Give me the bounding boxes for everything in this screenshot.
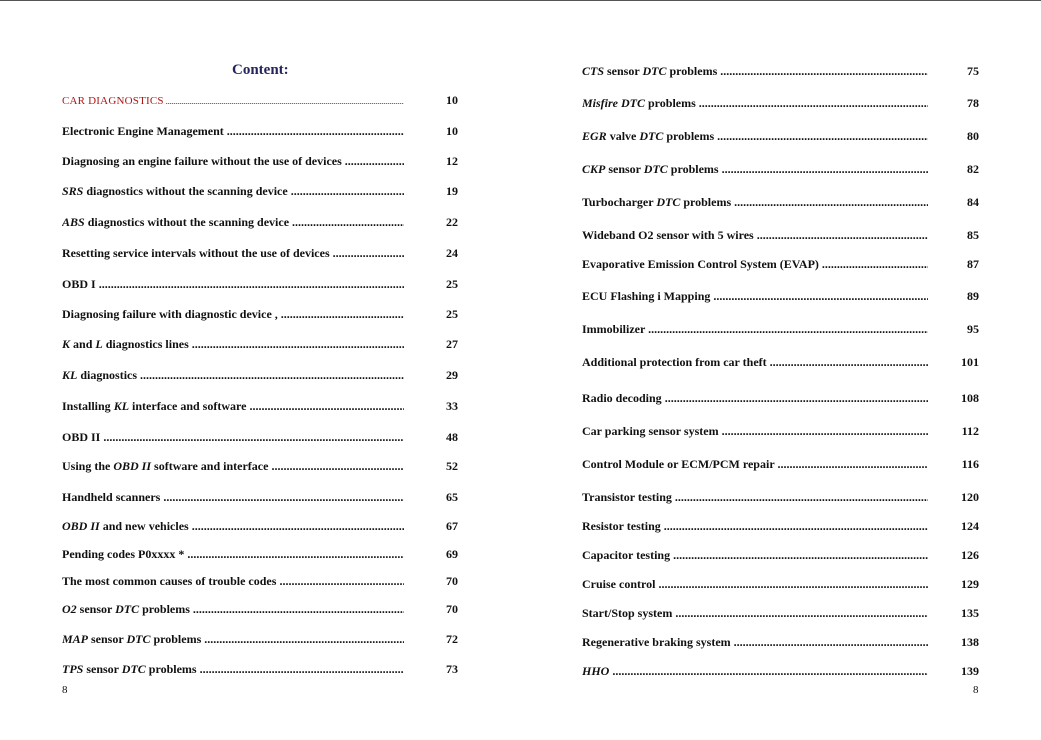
page-number: 8	[973, 684, 979, 696]
toc-title-part: valve	[606, 129, 640, 143]
toc-title-part: O2	[62, 602, 77, 616]
toc-title-part: OBD II	[62, 519, 100, 533]
toc-title-part: CAR DIAGNOSTICS	[62, 95, 164, 107]
toc-entry[interactable]	[582, 633, 979, 651]
toc-entry[interactable]	[62, 305, 458, 323]
toc-entry[interactable]	[62, 488, 458, 506]
toc-title-part: CKP	[582, 162, 606, 176]
toc-title-part: Pending codes P0xxxx *	[62, 547, 185, 561]
toc-title-part: diagnostics	[77, 368, 138, 382]
toc-title-part: Diagnosing an engine failure without the use of devices	[62, 154, 342, 168]
toc-entry-title	[582, 226, 928, 244]
toc-title-part: DTC	[642, 64, 667, 78]
toc-title-part: DTC	[656, 195, 681, 209]
right-page	[520, 0, 1041, 740]
toc-page-number: 65	[446, 490, 458, 504]
toc-entry-title	[582, 455, 928, 473]
toc-title-part: KL	[62, 368, 78, 382]
toc-title-part: problems	[663, 129, 715, 143]
toc-entry-title	[62, 213, 404, 231]
toc-entry-title	[62, 630, 404, 648]
toc-page-number: 25	[446, 307, 458, 321]
toc-entry-title	[62, 600, 404, 618]
toc-title-part: DTC	[121, 662, 146, 676]
toc-entry[interactable]	[62, 457, 458, 475]
toc-title-part: interface and software	[129, 399, 247, 413]
toc-page-number: 82	[967, 162, 979, 176]
toc-title-part: Radio decoding	[582, 391, 662, 405]
toc-title-part: problems	[150, 632, 202, 646]
toc-page-number: 138	[961, 635, 979, 649]
toc-page-number: 10	[446, 124, 458, 138]
toc-title-part: Regenerative braking system	[582, 635, 731, 649]
toc-page-number: 87	[967, 257, 979, 271]
toc-title-part: Immobilizer	[582, 322, 646, 336]
toc-entry[interactable]	[582, 127, 979, 145]
toc-page-number: 84	[967, 195, 979, 209]
toc-entry-title	[582, 389, 928, 407]
toc-title-part: Resetting service intervals without the use of devices	[62, 246, 330, 260]
toc-page-number: 135	[961, 606, 979, 620]
toc-entry-title	[582, 255, 928, 273]
toc-page-number: 48	[446, 430, 458, 444]
toc-entry[interactable]	[582, 320, 979, 338]
toc-entry[interactable]	[582, 662, 979, 680]
toc-entry[interactable]	[62, 600, 458, 618]
toc-page-number: 139	[961, 664, 979, 678]
toc-entry[interactable]	[62, 244, 458, 262]
toc-entry-title	[582, 575, 928, 593]
toc-entry-title	[582, 546, 928, 564]
toc-title-part: Capacitor testing	[582, 548, 671, 562]
toc-entry[interactable]	[62, 572, 458, 590]
toc-title-part: DTC	[126, 632, 151, 646]
toc-page-number: 108	[961, 391, 979, 405]
toc-page-number: 25	[446, 277, 458, 291]
toc-page-number: 29	[446, 368, 458, 382]
toc-title-part: problems	[139, 602, 190, 616]
toc-page-number: 112	[961, 424, 979, 438]
toc-title-part: K	[62, 337, 71, 351]
toc-title-part: Start/Stop system	[582, 606, 673, 620]
toc-entry[interactable]	[582, 353, 979, 371]
toc-page-number: 95	[967, 322, 979, 336]
toc-title-part: and new vehicles	[99, 519, 189, 533]
toc-title-part: OBD II	[113, 459, 152, 473]
toc-title-part: problems	[145, 662, 197, 676]
toc-title-part: KL	[113, 399, 130, 413]
toc-entry[interactable]	[582, 575, 979, 593]
toc-page-number: 70	[446, 602, 458, 616]
toc-entry-title	[582, 62, 928, 80]
toc-title-part: software and interface	[151, 459, 269, 473]
toc-entry[interactable]	[582, 226, 979, 244]
toc-title-part: Resistor testing	[582, 519, 661, 533]
toc-title-part: diagnostics without the scanning device	[84, 215, 290, 229]
toc-title-part: OBD II	[62, 430, 101, 444]
toc-page-number: 52	[446, 459, 458, 473]
toc-title-part: Using the	[62, 459, 114, 473]
toc-entry[interactable]	[582, 488, 979, 506]
toc-entry[interactable]	[62, 366, 458, 384]
toc-title-part: Misfire DTC	[582, 96, 645, 110]
toc-page-number: 75	[967, 64, 979, 78]
toc-title-part: SRS	[62, 184, 84, 198]
toc-entry-title	[62, 182, 404, 200]
toc-title-part: Handheld scanners	[62, 490, 161, 504]
toc-title-part: sensor	[605, 162, 644, 176]
toc-title-part: sensor	[604, 64, 643, 78]
toc-title-part: ABS	[62, 215, 85, 229]
toc-entry[interactable]	[582, 546, 979, 564]
toc-entry-title	[582, 353, 928, 371]
toc-page-number: 69	[446, 547, 458, 561]
toc-entry[interactable]	[62, 122, 458, 140]
toc-entry-title	[62, 122, 404, 140]
toc-entry-title	[62, 397, 404, 415]
toc-page-number: 22	[446, 215, 458, 229]
toc-entry[interactable]	[62, 545, 458, 563]
toc-entry[interactable]	[582, 604, 979, 622]
toc-page-number: 89	[967, 289, 979, 303]
toc-title-part: L	[95, 337, 103, 351]
toc-title-part: and	[70, 337, 96, 351]
toc-entry[interactable]	[582, 160, 979, 178]
toc-title-part: DTC	[643, 162, 668, 176]
toc-title-part: diagnostics without the scanning device	[83, 184, 288, 198]
toc-entry-title	[62, 305, 404, 323]
page-title: Content:	[232, 62, 289, 78]
toc-page-number: 78	[967, 96, 979, 110]
toc-page-number: 85	[967, 228, 979, 242]
toc-title-part: HHO	[582, 664, 610, 678]
toc-entry-title	[582, 633, 928, 651]
toc-title-part: EGR	[582, 129, 607, 143]
toc-title-part: sensor	[76, 602, 116, 616]
toc-title-part: Diagnosing failure with diagnostic device ,	[62, 307, 278, 321]
toc-page-number: 124	[961, 519, 979, 533]
toc-entry[interactable]	[62, 91, 458, 109]
toc-entry-title	[62, 335, 404, 353]
toc-entry-title	[582, 662, 928, 680]
toc-page-number: 70	[446, 574, 458, 588]
toc-entry-title	[62, 366, 404, 384]
toc-title-part: The most common causes of trouble codes	[62, 574, 277, 588]
toc-title-part: Evaporative Emission Control System (EVAP)	[582, 257, 819, 271]
toc-entry[interactable]	[62, 397, 458, 415]
toc-entry[interactable]	[582, 455, 979, 473]
toc-page-number: 67	[446, 519, 458, 533]
toc-page-number: 19	[446, 184, 458, 198]
toc-title-part: Car parking sensor system	[582, 424, 719, 438]
toc-entry[interactable]	[62, 335, 458, 353]
toc-entry-title	[62, 428, 404, 446]
toc-entry-title	[582, 193, 928, 211]
toc-page-number: 12	[446, 154, 458, 168]
toc-entry-title	[62, 660, 404, 678]
left-page	[0, 0, 520, 740]
toc-entry[interactable]	[582, 287, 979, 305]
toc-title-part: Additional protection from car theft	[582, 355, 767, 369]
toc-page-number: 72	[446, 632, 458, 646]
toc-title-part: DTC	[115, 602, 140, 616]
toc-title-part: problems	[667, 162, 722, 176]
toc-title-part: Electronic Engine Management	[62, 124, 224, 138]
toc-title-part: MAP	[62, 632, 89, 646]
toc-entry[interactable]	[62, 213, 458, 231]
toc-entry-title	[62, 457, 404, 475]
toc-title-part: TPS	[62, 662, 84, 676]
toc-title-part: Cruise control	[582, 577, 656, 591]
toc-page-number: 73	[446, 662, 458, 676]
toc-page-number: 120	[961, 490, 979, 504]
toc-title-part: Transistor testing	[582, 490, 672, 504]
toc-page-number: 126	[961, 548, 979, 562]
toc-page-number: 27	[446, 337, 458, 351]
toc-entry-title	[582, 488, 928, 506]
toc-entry[interactable]	[62, 428, 458, 446]
toc-page-number: 24	[446, 246, 458, 260]
toc-title-part: CTS	[582, 64, 605, 78]
toc-title-part: Control Module or ECM/PCM repair	[582, 457, 775, 471]
toc-title-part: sensor	[88, 632, 127, 646]
toc-entry[interactable]	[582, 193, 979, 211]
toc-title-part: sensor	[83, 662, 122, 676]
toc-entry[interactable]	[582, 62, 979, 80]
toc-entry-title	[62, 517, 404, 535]
toc-entry-title	[582, 422, 928, 440]
toc-title-part: Installing	[62, 399, 114, 413]
toc-entry-title	[62, 244, 404, 262]
toc-title-part: DTC	[639, 129, 664, 143]
toc-entry[interactable]	[62, 630, 458, 648]
page-number: 8	[62, 684, 68, 696]
toc-page-number: 129	[961, 577, 979, 591]
toc-entry-title	[582, 287, 928, 305]
toc-entry[interactable]	[62, 275, 458, 293]
toc-entry[interactable]	[582, 422, 979, 440]
toc-entry-title	[582, 517, 928, 535]
toc-entry[interactable]	[582, 94, 979, 112]
toc-title-part: diagnostics lines	[102, 337, 189, 351]
toc-entry[interactable]	[582, 255, 979, 273]
toc-entry[interactable]	[62, 182, 458, 200]
toc-entry[interactable]	[62, 517, 458, 535]
toc-title-part: Wideband O2 sensor with 5 wires	[582, 228, 754, 242]
toc-page-number: 10	[446, 93, 458, 107]
toc-entry[interactable]	[582, 389, 979, 407]
toc-page-number: 33	[446, 399, 458, 413]
toc-entry-title	[582, 320, 928, 338]
toc-title-part: ECU Flashing i Mapping	[582, 289, 711, 303]
toc-entry-title	[62, 572, 404, 590]
toc-entry-title	[62, 545, 404, 563]
toc-page-number: 80	[967, 129, 979, 143]
toc-page-number: 101	[961, 355, 979, 369]
toc-entry[interactable]	[62, 660, 458, 678]
toc-entry-title	[62, 488, 404, 506]
toc-entry-title	[582, 127, 928, 145]
toc-entry-title	[582, 160, 928, 178]
toc-entry-title	[582, 604, 928, 622]
toc-title-part: problems	[680, 195, 732, 209]
toc-title-part: OBD I	[62, 277, 96, 291]
toc-entry[interactable]	[62, 152, 458, 170]
toc-title-part: problems	[645, 96, 696, 110]
toc-entry-title	[62, 91, 404, 111]
toc-title-part: problems	[666, 64, 718, 78]
toc-entry-title	[62, 275, 404, 293]
toc-page-number: 116	[961, 457, 979, 471]
toc-entry[interactable]	[582, 517, 979, 535]
toc-entry-title	[582, 94, 928, 112]
toc-entry-title	[62, 152, 404, 170]
toc-title-part: Turbocharger	[582, 195, 657, 209]
